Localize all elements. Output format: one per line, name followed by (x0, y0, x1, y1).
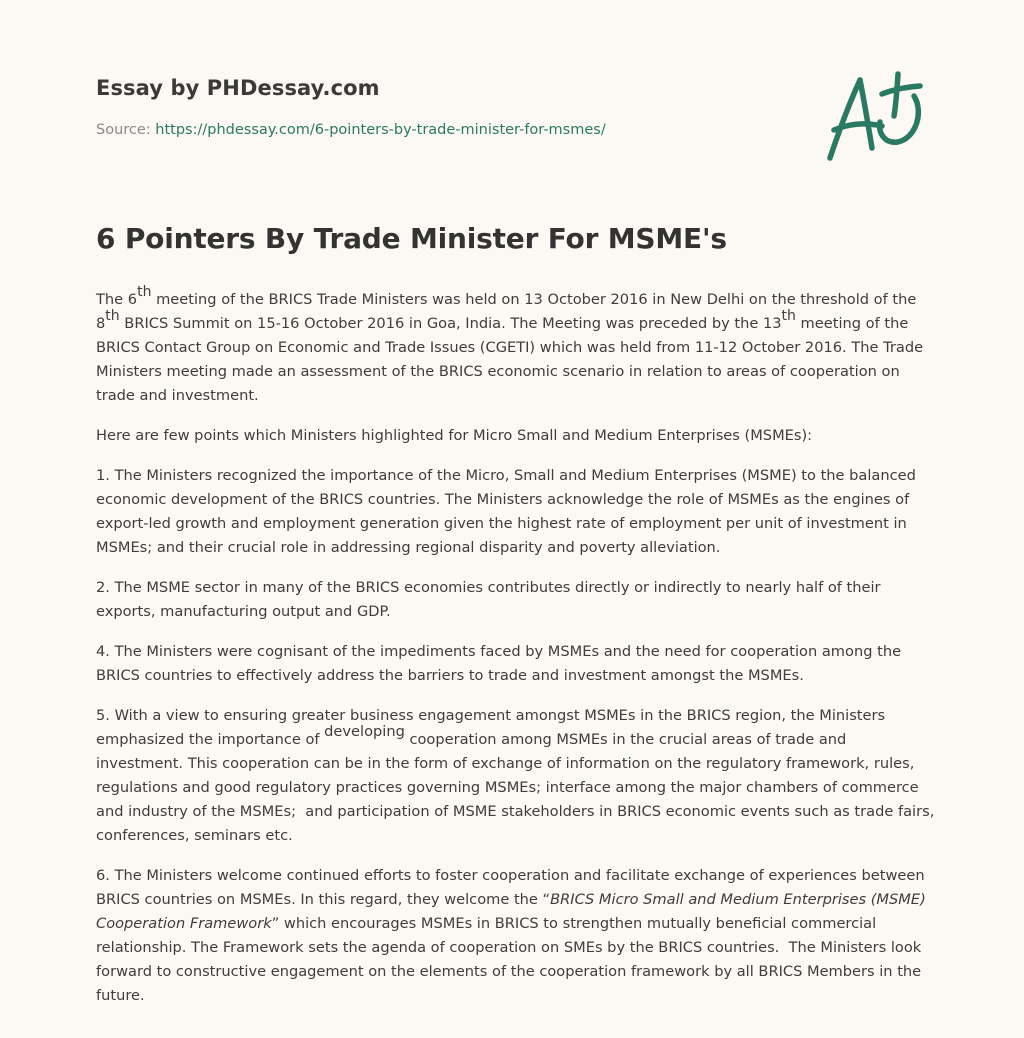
paragraph-point-5: 5. With a view to ensuring greater business engagement amongst MSMEs in the BRICS region, the Ministers emphasized the importance of developing cooperation among MSMEs in the crucial areas of trade and investment. This cooperation can be in the form of exchange of information on the regulatory framework, rules, regulations and good regulatory practices governing MSMEs; interface among the major chambers of commerce and industry of the MSMEs; and participation of MSME stakeholders in BRICS economic events such as trade fairs, conferences, seminars etc. (96, 707, 935, 844)
paragraph-point-4: 4. The Ministers were cognisant of the impediments faced by MSMEs and the need for cooperation among the BRICS countries to effectively address the barriers to trade and investment amongst the MSMEs. (96, 643, 902, 684)
paragraph-point-6: 6. The Ministers welcome continued efforts to foster cooperation and facilitate exchange of experiences between BRICS countries on MSMEs. In this regard, they welcome the “BRICS Micro Small and Medium Enterprises (MSME) Cooperation Framework” which encourages MSMEs in BRICS to strengthen mutually beneficial commercial relationship. The Framework sets the agenda of cooperation on SMEs by the BRICS countries. The Ministers look forward to constructive engagement on the elements of the cooperation framework by all BRICS Members in the future. (96, 867, 926, 1004)
source-label: Source: (96, 122, 156, 138)
page-header (96, 76, 796, 138)
paragraph-point-1: 1. The Ministers recognized the importance of the Micro, Small and Medium Enterprises (MSME) to the balanced economic development of the BRICS countries. The Ministers acknowledge the role of MSMEs as the engines of export-led growth and employment generation given the highest rate of employment per unit of investment in MSMEs; and their crucial role in addressing regional disparity and poverty alleviation. (96, 467, 916, 556)
source-line (96, 122, 796, 138)
brand-title: Essay by PHDessay.com (96, 76, 380, 100)
a-plus-logo-icon (820, 66, 930, 166)
paragraph-points-intro: Here are few points which Ministers highlighted for Micro Small and Medium Enterprises (MSMEs): (96, 427, 813, 444)
page-title: 6 Pointers By Trade Minister For MSME's (96, 222, 727, 255)
paragraph-intro: The 6th meeting of the BRICS Trade Ministers was held on 13 October 2016 in New Delhi on the threshold of the 8th BRICS Summit on 15-16 October 2016 in Goa, India. The Meeting was preceded by the 13th meeting of the BRICS Contact Group on Economic and Trade Issues (CGETI) which was held from 11-12 October 2016. The Trade Ministers meeting made an assessment of the BRICS economic scenario in relation to areas of cooperation on trade and investment. (96, 284, 924, 404)
article-body (96, 284, 936, 1024)
source-link[interactable]: https://phdessay.com/6-pointers-by-trade-minister-for-msmes/ (155, 122, 606, 138)
paragraph-point-2: 2. The MSME sector in many of the BRICS economies contributes directly or indirectly to nearly half of their exports, manufacturing output and GDP. (96, 579, 881, 620)
